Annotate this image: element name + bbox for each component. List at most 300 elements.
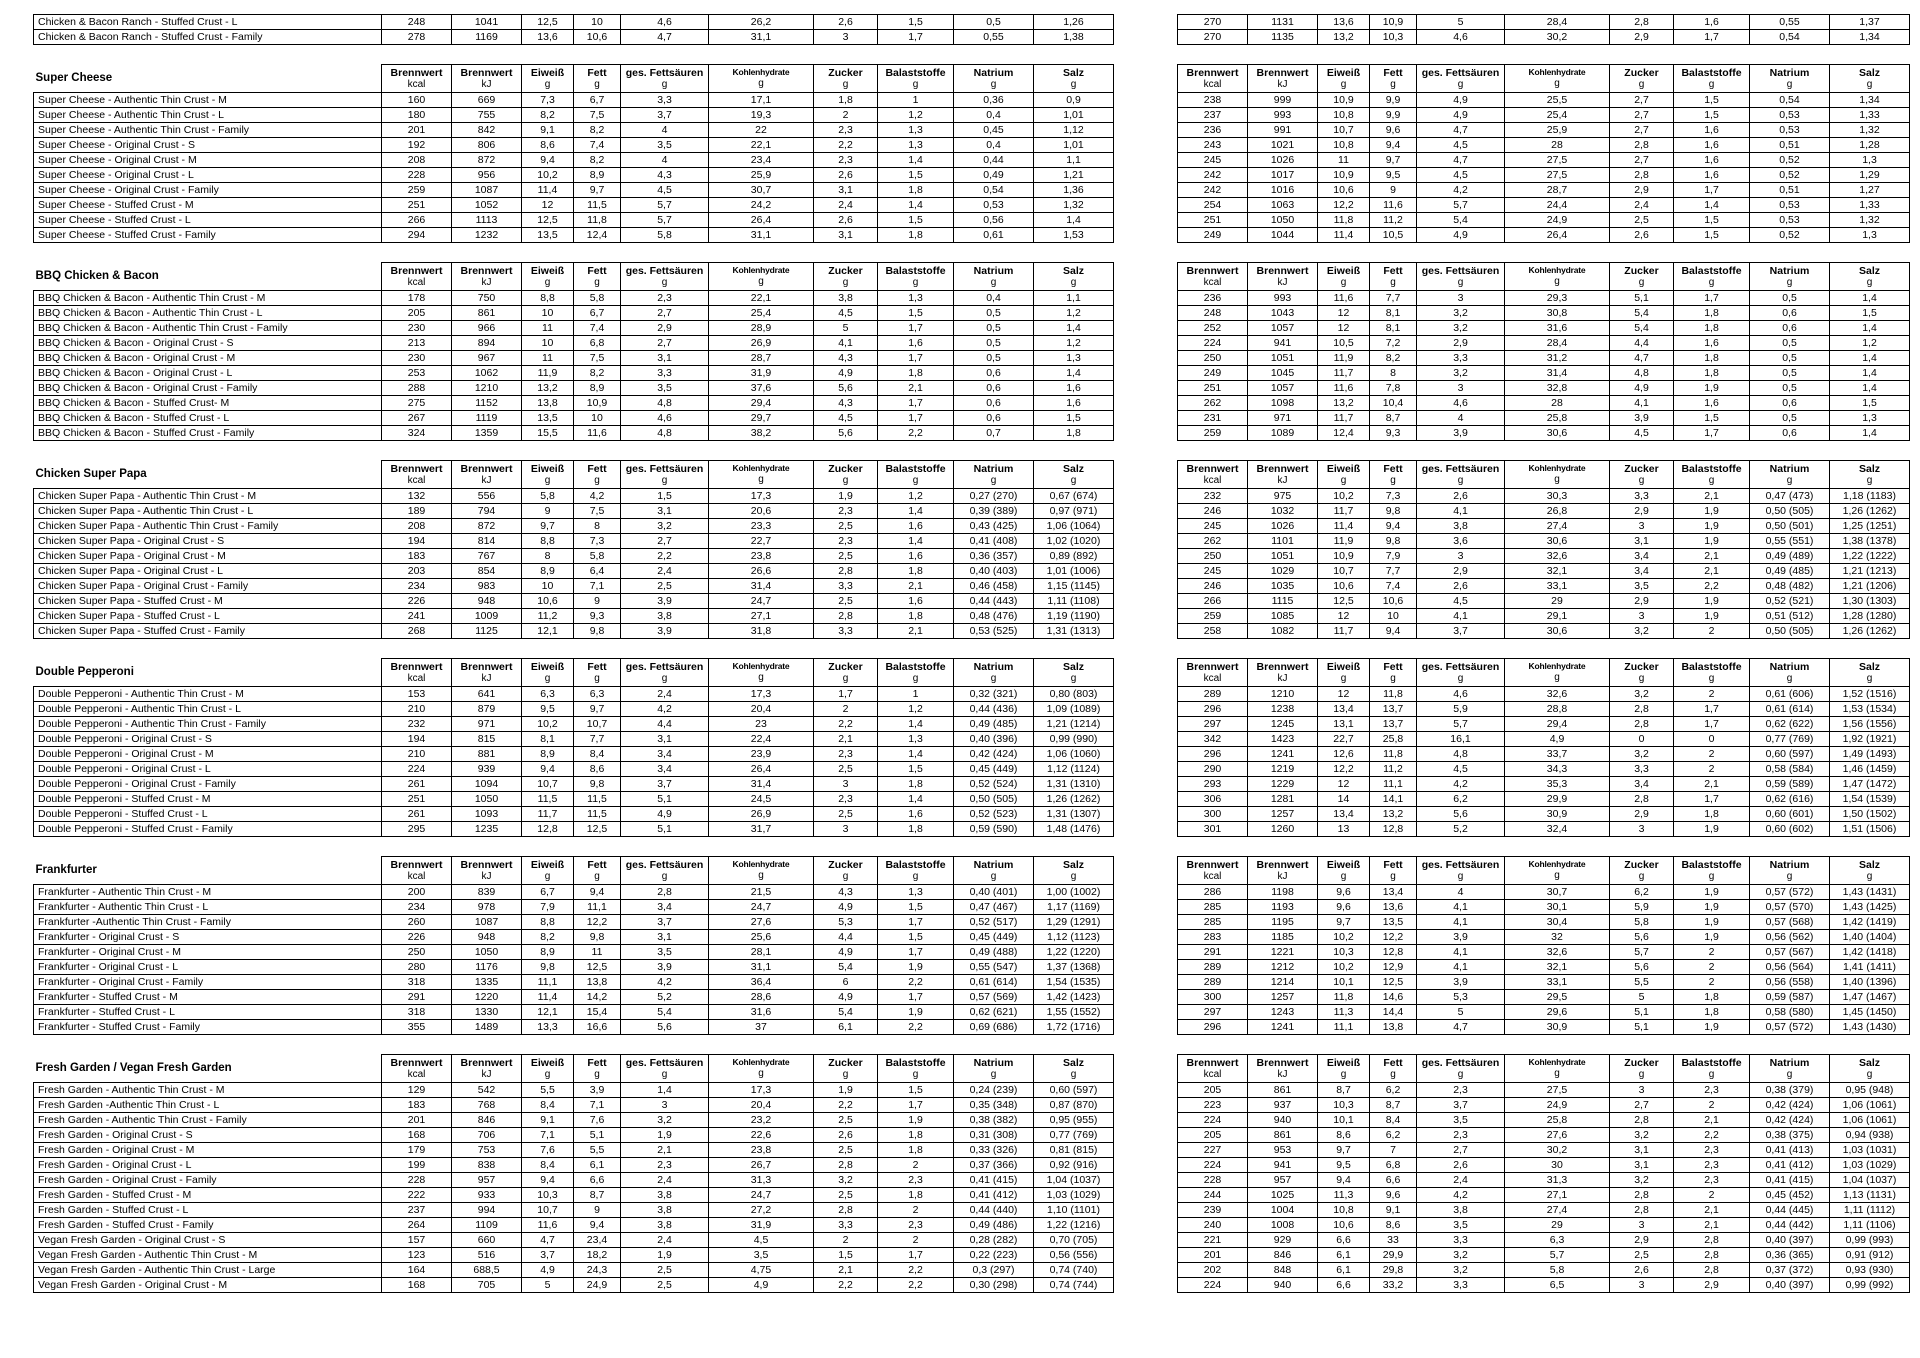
- value-cell: 10: [522, 579, 574, 594]
- value-cell: 7,9: [522, 900, 574, 915]
- value-cell: 3: [1417, 381, 1505, 396]
- table-row: [34, 93, 1114, 108]
- table-row: [1178, 426, 1910, 441]
- value-cell: 0,38 (375): [1750, 1128, 1830, 1143]
- value-cell: 3,4: [1610, 549, 1674, 564]
- value-cell: 1,7: [878, 1248, 954, 1263]
- column-header-natrium-g: Natrium g: [954, 1055, 1034, 1083]
- value-cell: 291: [1178, 945, 1248, 960]
- product-name-cell: Chicken Super Papa - Original Crust - L: [34, 564, 382, 579]
- section-double-pepperoni: [33, 658, 1920, 837]
- column-header-brennwert-kcal: Brennwert kcal: [1178, 65, 1248, 93]
- table-row: [34, 30, 1114, 45]
- value-cell: 5,6: [1417, 807, 1505, 822]
- value-cell: 975: [1248, 489, 1318, 504]
- value-cell: 0,40 (403): [954, 564, 1034, 579]
- value-cell: 10,6: [522, 594, 574, 609]
- value-cell: 1,7: [878, 30, 954, 45]
- value-cell: 3,3: [1417, 351, 1505, 366]
- value-cell: 4,3: [814, 396, 878, 411]
- value-cell: 4,1: [1417, 504, 1505, 519]
- product-name-cell: BBQ Chicken & Bacon - Stuffed Crust - L: [34, 411, 382, 426]
- column-header-salz-g: Salz g: [1830, 1055, 1910, 1083]
- value-cell: 10: [1370, 609, 1417, 624]
- value-cell: 251: [1178, 213, 1248, 228]
- product-name-cell: Fresh Garden - Original Crust - L: [34, 1158, 382, 1173]
- product-name-cell: Fresh Garden - Authentic Thin Crust - Family: [34, 1113, 382, 1128]
- value-cell: 266: [1178, 594, 1248, 609]
- value-cell: 1,9: [814, 1083, 878, 1098]
- value-cell: 201: [382, 1113, 452, 1128]
- value-cell: 164: [382, 1263, 452, 1278]
- value-cell: 4,5: [1417, 168, 1505, 183]
- value-cell: 0,41 (415): [954, 1173, 1034, 1188]
- table-row: [34, 336, 1114, 351]
- value-cell: 7,5: [574, 108, 621, 123]
- value-cell: 1,5: [1674, 228, 1750, 243]
- value-cell: 1,01 (1006): [1034, 564, 1114, 579]
- value-cell: 1243: [1248, 1005, 1318, 1020]
- value-cell: 0,48 (482): [1750, 579, 1830, 594]
- value-cell: 4,6: [1417, 30, 1505, 45]
- value-cell: 0,49 (486): [954, 1218, 1034, 1233]
- table-row: [34, 1203, 1114, 1218]
- value-cell: 31,8: [709, 624, 814, 639]
- product-name-cell: Double Pepperoni - Original Crust - L: [34, 762, 382, 777]
- value-cell: 1221: [1248, 945, 1318, 960]
- value-cell: 1,21 (1206): [1830, 579, 1910, 594]
- column-header-brennwert-kcal: Brennwert kcal: [382, 659, 452, 687]
- value-cell: 1,03 (1029): [1034, 1188, 1114, 1203]
- value-cell: 1057: [1248, 381, 1318, 396]
- value-cell: 9,7: [1318, 915, 1370, 930]
- value-cell: 10,5: [1318, 336, 1370, 351]
- value-cell: 1050: [452, 945, 522, 960]
- value-cell: 0,53: [1750, 213, 1830, 228]
- value-cell: 245: [1178, 153, 1248, 168]
- column-header-brennwert-kj: Brennwert kJ: [452, 1055, 522, 1083]
- value-cell: 3,3: [621, 93, 709, 108]
- value-cell: 285: [1178, 900, 1248, 915]
- value-cell: 0,59 (589): [1750, 777, 1830, 792]
- value-cell: 0,52: [1750, 168, 1830, 183]
- value-cell: 3,8: [1417, 1203, 1505, 1218]
- value-cell: 2,2: [878, 1263, 954, 1278]
- column-header-natrium-g: Natrium g: [1750, 461, 1830, 489]
- value-cell: 32,6: [1505, 945, 1610, 960]
- column-header-eiwei-g: Eiweiß g: [522, 659, 574, 687]
- value-cell: 1,33: [1830, 108, 1910, 123]
- value-cell: 0: [1674, 732, 1750, 747]
- value-cell: 2,1: [1674, 489, 1750, 504]
- value-cell: 0,80 (803): [1034, 687, 1114, 702]
- value-cell: 3: [1417, 291, 1505, 306]
- value-cell: 30,1: [1505, 900, 1610, 915]
- value-cell: 3,1: [814, 228, 878, 243]
- value-cell: 12,8: [1370, 945, 1417, 960]
- value-cell: 1210: [452, 381, 522, 396]
- value-cell: 2,3: [814, 792, 878, 807]
- value-cell: 9: [574, 594, 621, 609]
- value-cell: 7,5: [574, 351, 621, 366]
- value-cell: 1,2: [1034, 336, 1114, 351]
- table-row: [34, 687, 1114, 702]
- value-cell: 6,1: [814, 1020, 878, 1035]
- value-cell: 38,2: [709, 426, 814, 441]
- value-cell: 1,9: [621, 1128, 709, 1143]
- value-cell: 4,9: [814, 990, 878, 1005]
- value-cell: 1,00 (1002): [1034, 885, 1114, 900]
- value-cell: 1359: [452, 426, 522, 441]
- value-cell: 1,9: [878, 1113, 954, 1128]
- value-cell: 251: [382, 198, 452, 213]
- table-row: [34, 975, 1114, 990]
- value-cell: 10,2: [1318, 930, 1370, 945]
- value-cell: 8,6: [522, 138, 574, 153]
- table-row: [1178, 366, 1910, 381]
- value-cell: 941: [1248, 1158, 1318, 1173]
- value-cell: 0,44 (443): [954, 594, 1034, 609]
- column-header-salz-g: Salz g: [1830, 659, 1910, 687]
- value-cell: 1131: [1248, 15, 1318, 30]
- value-cell: 32: [1505, 930, 1610, 945]
- value-cell: 237: [382, 1203, 452, 1218]
- column-header-ges-fetts-uren-g: ges. Fettsäuren g: [621, 659, 709, 687]
- value-cell: 2,2: [1674, 1128, 1750, 1143]
- value-cell: 30,7: [709, 183, 814, 198]
- value-cell: 1115: [1248, 594, 1318, 609]
- value-cell: 245: [1178, 519, 1248, 534]
- value-cell: 806: [452, 138, 522, 153]
- value-cell: 12,1: [522, 624, 574, 639]
- value-cell: 3,7: [1417, 1098, 1505, 1113]
- value-cell: 0,61: [954, 228, 1034, 243]
- value-cell: 12: [1318, 687, 1370, 702]
- table-row: [1178, 1248, 1910, 1263]
- value-cell: 1,25 (1251): [1830, 519, 1910, 534]
- product-name-cell: Double Pepperoni - Stuffed Crust - M: [34, 792, 382, 807]
- value-cell: 10,7: [1318, 564, 1370, 579]
- table-row: [1178, 306, 1910, 321]
- value-cell: 17,3: [709, 687, 814, 702]
- value-cell: 1,9: [1674, 504, 1750, 519]
- column-header-brennwert-kcal: Brennwert kcal: [382, 65, 452, 93]
- value-cell: 1,22 (1216): [1034, 1218, 1114, 1233]
- value-cell: 2,9: [1610, 807, 1674, 822]
- value-cell: 0,53: [1750, 123, 1830, 138]
- value-cell: 1062: [452, 366, 522, 381]
- value-cell: 11,5: [522, 792, 574, 807]
- value-cell: 1,29: [1830, 168, 1910, 183]
- value-cell: 6,8: [574, 336, 621, 351]
- value-cell: 848: [1248, 1263, 1318, 1278]
- value-cell: 0,53: [954, 198, 1034, 213]
- value-cell: 0,53: [1750, 198, 1830, 213]
- value-cell: 3,4: [621, 762, 709, 777]
- table-row: [34, 747, 1114, 762]
- value-cell: 0,56 (556): [1034, 1248, 1114, 1263]
- value-cell: 10,9: [1318, 93, 1370, 108]
- nutrition-table-left-2: [33, 262, 1114, 441]
- value-cell: 234: [382, 900, 452, 915]
- value-cell: 11,9: [522, 366, 574, 381]
- value-cell: 2,1: [878, 624, 954, 639]
- table-row: [1178, 138, 1910, 153]
- value-cell: 9,7: [1370, 153, 1417, 168]
- value-cell: 270: [1178, 30, 1248, 45]
- product-name-cell: Chicken Super Papa - Authentic Thin Crust - L: [34, 504, 382, 519]
- value-cell: 9,8: [1370, 504, 1417, 519]
- value-cell: 1330: [452, 1005, 522, 1020]
- value-cell: 2,7: [621, 336, 709, 351]
- value-cell: 0,39 (389): [954, 504, 1034, 519]
- value-cell: 12: [1318, 306, 1370, 321]
- value-cell: 11,6: [1318, 291, 1370, 306]
- column-header-brennwert-kj: Brennwert kJ: [1248, 461, 1318, 489]
- value-cell: 0,74 (744): [1034, 1278, 1114, 1293]
- value-cell: 2,3: [878, 1218, 954, 1233]
- value-cell: 0,53: [1750, 108, 1830, 123]
- nutrition-table-right-6: [1177, 1054, 1910, 1293]
- value-cell: 262: [1178, 396, 1248, 411]
- value-cell: 250: [1178, 549, 1248, 564]
- value-cell: 5,4: [621, 1005, 709, 1020]
- value-cell: 31,7: [709, 822, 814, 837]
- value-cell: 28,8: [1505, 702, 1610, 717]
- value-cell: 5,6: [621, 1020, 709, 1035]
- value-cell: 6,7: [574, 93, 621, 108]
- value-cell: 1,26 (1262): [1830, 624, 1910, 639]
- value-cell: 2,5: [814, 762, 878, 777]
- value-cell: 2,3: [878, 1173, 954, 1188]
- value-cell: 3,3: [1610, 762, 1674, 777]
- value-cell: 1,2: [1830, 336, 1910, 351]
- column-header-kohlenhydrate-g: Kohlenhydrate g: [1505, 659, 1610, 687]
- value-cell: 224: [1178, 336, 1248, 351]
- value-cell: 201: [1178, 1248, 1248, 1263]
- value-cell: 3,7: [621, 108, 709, 123]
- value-cell: 26,8: [1505, 504, 1610, 519]
- value-cell: 8,4: [522, 1098, 574, 1113]
- value-cell: 13,6: [522, 30, 574, 45]
- value-cell: 4,5: [709, 1233, 814, 1248]
- value-cell: 1245: [1248, 717, 1318, 732]
- value-cell: 2,3: [814, 747, 878, 762]
- value-cell: 9,4: [574, 1218, 621, 1233]
- value-cell: 941: [1248, 336, 1318, 351]
- product-name-cell: Double Pepperoni - Original Crust - S: [34, 732, 382, 747]
- value-cell: 1,3: [1830, 228, 1910, 243]
- value-cell: 5: [814, 321, 878, 336]
- value-cell: 24,7: [709, 594, 814, 609]
- value-cell: 8,2: [574, 123, 621, 138]
- value-cell: 0,33 (326): [954, 1143, 1034, 1158]
- value-cell: 11,5: [574, 198, 621, 213]
- value-cell: 30,2: [1505, 30, 1610, 45]
- value-cell: 1241: [1248, 747, 1318, 762]
- value-cell: 29: [1505, 594, 1610, 609]
- value-cell: 3: [1610, 1083, 1674, 1098]
- value-cell: 7,6: [522, 1143, 574, 1158]
- value-cell: 3,3: [814, 579, 878, 594]
- value-cell: 11: [522, 321, 574, 336]
- value-cell: 5,8: [574, 549, 621, 564]
- value-cell: 13,5: [522, 228, 574, 243]
- value-cell: 6,3: [1505, 1233, 1610, 1248]
- value-cell: 13,7: [1370, 702, 1417, 717]
- table-row: [34, 1005, 1114, 1020]
- value-cell: 2: [1674, 975, 1750, 990]
- value-cell: 1,5: [1034, 411, 1114, 426]
- value-cell: 202: [1178, 1263, 1248, 1278]
- value-cell: 1,5: [878, 930, 954, 945]
- value-cell: 23,9: [709, 747, 814, 762]
- table-row: [34, 900, 1114, 915]
- value-cell: 0,92 (916): [1034, 1158, 1114, 1173]
- value-cell: 205: [382, 306, 452, 321]
- column-header-salz-g: Salz g: [1034, 857, 1114, 885]
- value-cell: 11,8: [574, 213, 621, 228]
- value-cell: 33,2: [1370, 1278, 1417, 1293]
- value-cell: 5,2: [621, 990, 709, 1005]
- value-cell: 1,30 (1303): [1830, 594, 1910, 609]
- column-header-zucker-g: Zucker g: [1610, 1055, 1674, 1083]
- value-cell: 2,8: [1610, 792, 1674, 807]
- value-cell: 1,42 (1418): [1830, 945, 1910, 960]
- value-cell: 9,8: [574, 777, 621, 792]
- value-cell: 1423: [1248, 732, 1318, 747]
- column-header-brennwert-kj: Brennwert kJ: [452, 461, 522, 489]
- value-cell: 11,2: [1370, 762, 1417, 777]
- table-row: [34, 213, 1114, 228]
- value-cell: 1050: [452, 792, 522, 807]
- value-cell: 27,6: [1505, 1128, 1610, 1143]
- product-name-cell: Fresh Garden - Original Crust - S: [34, 1128, 382, 1143]
- value-cell: 1,54 (1539): [1830, 792, 1910, 807]
- value-cell: 200: [382, 885, 452, 900]
- value-cell: 3,2: [1610, 687, 1674, 702]
- value-cell: 1,4: [878, 792, 954, 807]
- value-cell: 31,6: [1505, 321, 1610, 336]
- value-cell: 8,9: [522, 564, 574, 579]
- value-cell: 7,2: [1370, 336, 1417, 351]
- value-cell: 9,4: [522, 1173, 574, 1188]
- table-row: [1178, 792, 1910, 807]
- value-cell: 994: [452, 1203, 522, 1218]
- value-cell: 1,21 (1213): [1830, 564, 1910, 579]
- value-cell: 4,3: [814, 351, 878, 366]
- product-name-cell: BBQ Chicken & Bacon - Original Crust - M: [34, 351, 382, 366]
- value-cell: 1,7: [878, 411, 954, 426]
- value-cell: 2: [814, 702, 878, 717]
- value-cell: 205: [1178, 1128, 1248, 1143]
- value-cell: 8,7: [1370, 411, 1417, 426]
- header-row: [1178, 659, 1910, 687]
- value-cell: 24,9: [574, 1278, 621, 1293]
- value-cell: 1,2: [1034, 306, 1114, 321]
- value-cell: 2: [1674, 762, 1750, 777]
- value-cell: 1,47 (1467): [1830, 990, 1910, 1005]
- value-cell: 1,4: [1830, 351, 1910, 366]
- value-cell: 0,6: [954, 411, 1034, 426]
- value-cell: 10,2: [522, 168, 574, 183]
- value-cell: 297: [1178, 1005, 1248, 1020]
- value-cell: 1,4: [1830, 291, 1910, 306]
- value-cell: 1035: [1248, 579, 1318, 594]
- column-header-natrium-g: Natrium g: [954, 65, 1034, 93]
- column-header-salz-g: Salz g: [1034, 659, 1114, 687]
- value-cell: 33,1: [1505, 975, 1610, 990]
- value-cell: 894: [452, 336, 522, 351]
- value-cell: 1,51 (1506): [1830, 822, 1910, 837]
- value-cell: 2,7: [1610, 153, 1674, 168]
- value-cell: 1,8: [878, 609, 954, 624]
- value-cell: 30,4: [1505, 915, 1610, 930]
- value-cell: 11: [1318, 153, 1370, 168]
- value-cell: 3,1: [621, 732, 709, 747]
- value-cell: 3,1: [1610, 534, 1674, 549]
- value-cell: 4,9: [1610, 381, 1674, 396]
- value-cell: 1,9: [1674, 885, 1750, 900]
- column-header-ges-fetts-uren-g: ges. Fettsäuren g: [621, 65, 709, 93]
- value-cell: 1152: [452, 396, 522, 411]
- product-name-cell: Super Cheese - Original Crust - M: [34, 153, 382, 168]
- table-row: [1178, 396, 1910, 411]
- value-cell: 3,2: [1610, 624, 1674, 639]
- value-cell: 0,93 (930): [1830, 1263, 1910, 1278]
- table-row: [34, 123, 1114, 138]
- value-cell: 2,1: [814, 1263, 878, 1278]
- value-cell: 4,2: [1417, 777, 1505, 792]
- value-cell: 8,1: [1370, 306, 1417, 321]
- column-header-zucker-g: Zucker g: [814, 857, 878, 885]
- column-header-fett-g: Fett g: [574, 1055, 621, 1083]
- value-cell: 3,8: [1417, 519, 1505, 534]
- value-cell: 1087: [452, 915, 522, 930]
- value-cell: 1,7: [878, 945, 954, 960]
- value-cell: 10,2: [1318, 960, 1370, 975]
- value-cell: 11,1: [574, 900, 621, 915]
- value-cell: 1050: [1248, 213, 1318, 228]
- value-cell: 1235: [452, 822, 522, 837]
- section-title: BBQ Chicken & Bacon: [34, 263, 382, 291]
- value-cell: 11,2: [1370, 213, 1417, 228]
- value-cell: 13,2: [522, 381, 574, 396]
- value-cell: 516: [452, 1248, 522, 1263]
- value-cell: 248: [1178, 306, 1248, 321]
- value-cell: 1,52 (1516): [1830, 687, 1910, 702]
- value-cell: 236: [1178, 291, 1248, 306]
- value-cell: 253: [382, 366, 452, 381]
- value-cell: 2,2: [1674, 579, 1750, 594]
- value-cell: 8,8: [522, 291, 574, 306]
- value-cell: 0,91 (912): [1830, 1248, 1910, 1263]
- value-cell: 4,6: [621, 411, 709, 426]
- value-cell: 7,5: [574, 504, 621, 519]
- table-row: [1178, 1098, 1910, 1113]
- value-cell: 26,9: [709, 336, 814, 351]
- value-cell: 814: [452, 534, 522, 549]
- value-cell: 6,6: [1370, 1173, 1417, 1188]
- value-cell: 10,7: [1318, 123, 1370, 138]
- table-row: [1178, 624, 1910, 639]
- value-cell: 0,62 (621): [954, 1005, 1034, 1020]
- value-cell: 1,1: [1034, 153, 1114, 168]
- value-cell: 1,12 (1124): [1034, 762, 1114, 777]
- value-cell: 4,2: [621, 702, 709, 717]
- table-row: [34, 183, 1114, 198]
- product-name-cell: Super Cheese - Authentic Thin Crust - M: [34, 93, 382, 108]
